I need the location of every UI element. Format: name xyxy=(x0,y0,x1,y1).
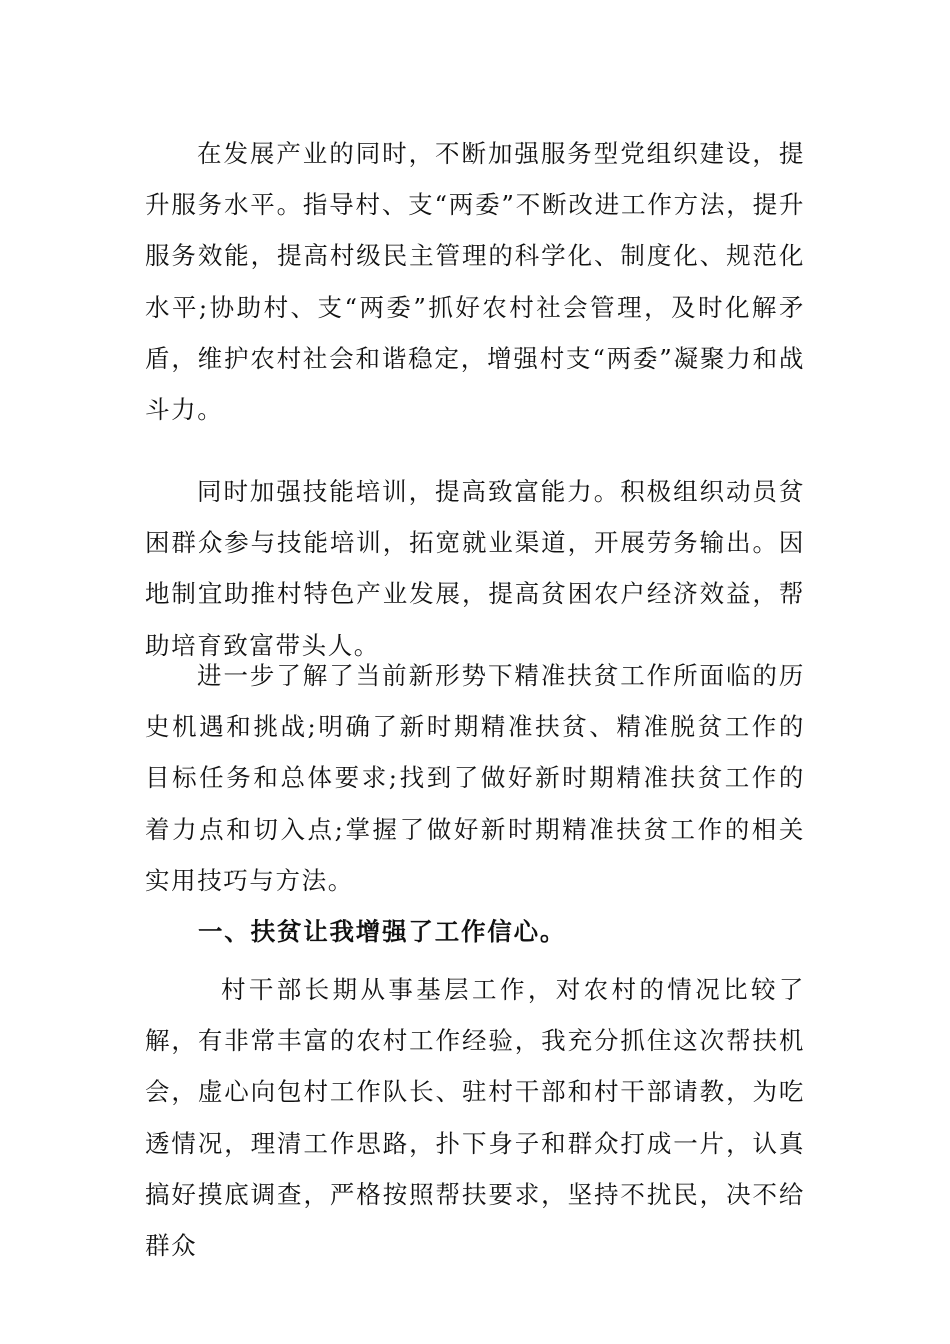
section-heading: 一、扶贫让我增强了工作信心。 xyxy=(198,917,567,946)
paragraph-skills-training: 同时加强技能培训，提高致富能力。积极组织动员贫困群众参与技能培训，拓宽就业渠道，开展劳务输出。因地制宜助推村特色产业发展，提高贫困农户经济效益，帮助培育致富带头人。 xyxy=(145,477,805,660)
paragraph-poverty-alleviation-understanding: 进一步了解了当前新形势下精准扶贫工作所面临的历史机遇和挑战;明确了新时期精准扶贫、精准脱贫工作的目标任务和总体要求;找到了做好新时期精准扶贫工作的着力点和切入点;掌握了做好新时期精准扶贫工作的相关实用技巧与方法。 xyxy=(145,661,805,895)
paragraph-party-organization: 在发展产业的同时，不断加强服务型党组织建设，提升服务水平。指导村、支“两委”不断改进工作方法，提升服务效能，提高村级民主管理的科学化、制度化、规范化水平;协助村、支“两委”抓好农村社会管理，及时化解矛盾，维护农村社会和谐稳定，增强村支“两委”凝聚力和战斗力。 xyxy=(145,139,805,425)
section-paragraph: 村干部长期从事基层工作，对农村的情况比较了解，有非常丰富的农村工作经验，我充分抓住这次帮扶机会，虚心向包村工作队长、驻村干部和村干部请教，为吃透情况，理清工作思路，扑下身子和群众打成一片，认真搞好摸底调查，严格按照帮扶要求，坚持不扰民，决不给群众 xyxy=(145,975,805,1261)
